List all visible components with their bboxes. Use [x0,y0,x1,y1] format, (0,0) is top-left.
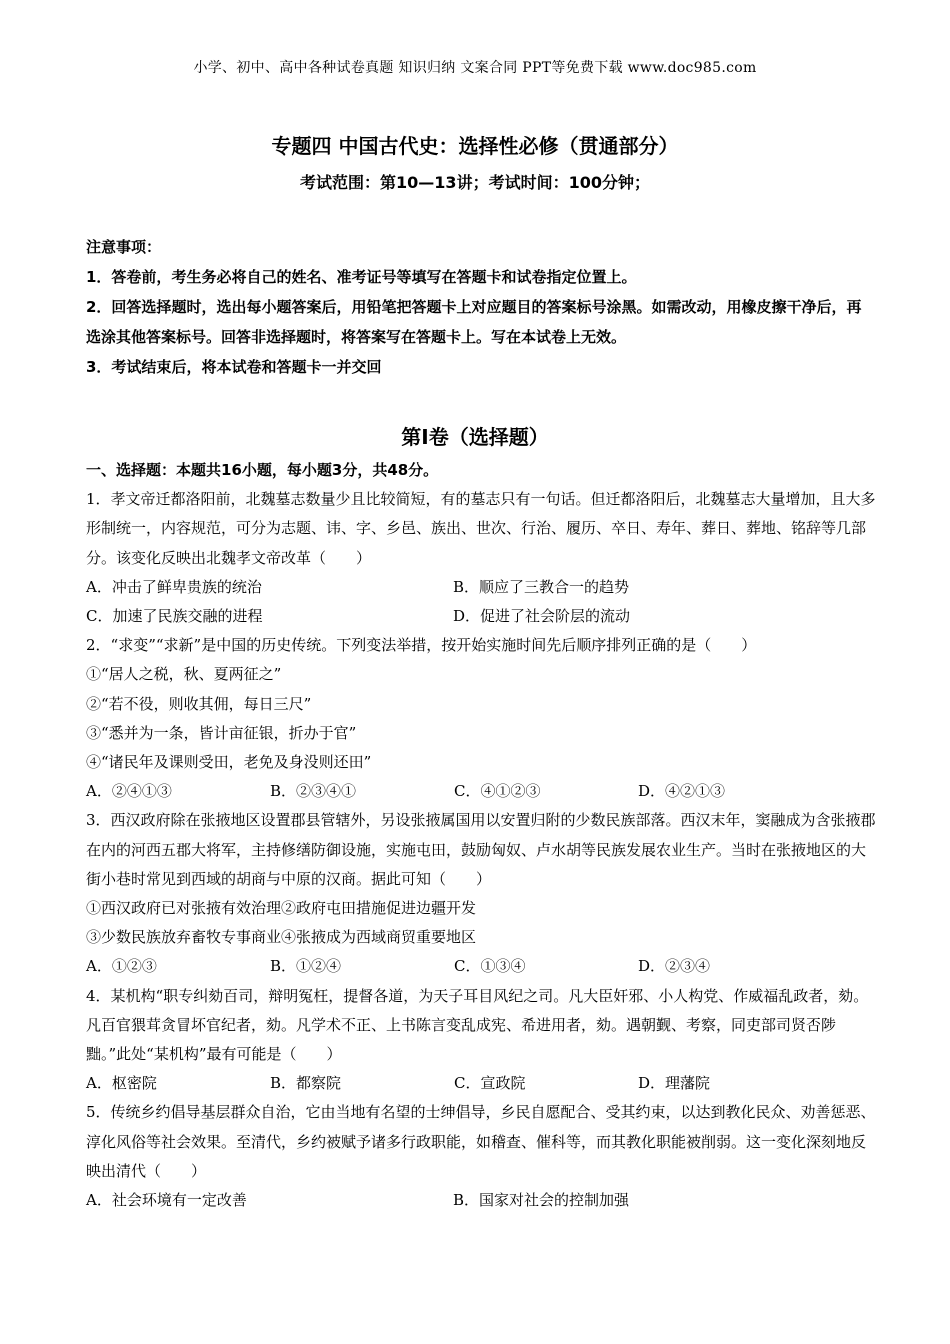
question-stem: 1．孝文帝迁都洛阳前，北魏墓志数量少且比较简短，有的墓志只有一句话。但迁都洛阳后，北魏墓志大量增加，且大多形制统一，内容规范，可分为志题、讳、字、乡邑、族出、世次、行治、履历、卒日、寿年、葬日、葬地、铭辞等几部分。该变化反映出北魏孝文帝改革（ ） [86,490,876,567]
option: A．②④①③ [86,782,172,801]
option: C．①③④ [454,957,526,976]
option: D．促进了社会阶层的流动 [453,607,631,626]
option: B．①②④ [270,957,342,976]
questions-content [86,456,876,1215]
options-group [86,952,876,981]
statement-line: ③“悉并为一条，皆计亩征银，折办于官” [86,723,357,742]
option: C．④①②③ [454,782,541,801]
option: B．国家对社会的控制加强 [453,1191,630,1210]
question-stem: 3．西汉政府除在张掖地区设置郡县管辖外，另设张掖属国用以安置归附的少数民族部落。西汉末年，窦融成为含张掖郡在内的河西五郡大将军，主持修缮防御设施，实施屯田，鼓励匈奴、卢水胡等民族发展农业生产。当时在张掖地区的大街小巷时常见到西域的胡商与中原的汉商。据此可知（ ） [86,811,876,888]
notes-heading: 注意事项： [86,238,162,256]
option: A．①②③ [86,957,157,976]
note-item-3: 3．考试结束后，将本试卷和答题卡一并交回 [86,358,382,376]
statement-line: ②“若不役，则收其佣，每日三尺” [86,694,312,713]
option: C．加速了民族交融的进程 [86,607,263,626]
part-heading: 一、选择题：本题共16小题，每小题3分，共48分。 [86,461,439,479]
option: B．顺应了三教合一的趋势 [453,577,630,596]
option: C．宣政院 [454,1074,526,1093]
statement-line: ③少数民族放弃畜牧专事商业④张掖成为西域商贸重要地区 [86,928,477,947]
exam-title: 专题四 中国古代史：选择性必修（贯通部分） [271,134,679,158]
statement-line: ①西汉政府已对张掖有效治理②政府屯田措施促进边疆开发 [86,899,477,918]
statement-line: ④“诸民年及课则受田，老免及身没则还田” [86,753,372,772]
question-stem: 2．“求变”“求新”是中国的历史传统。下列变法举措，按开始实施时间先后顺序排列正确的是（ ） [86,636,757,655]
question-stem: 4．某机构“职专纠劾百司，辩明冤枉，提督各道，为天子耳目风纪之司。凡大臣奸邪、小人构党、作威福乱政者，劾。凡百官猥茸贪冒坏官纪者，劾。凡学术不正、上书陈言变乱成宪、希进用者，劾。遇朝觐、考察，同吏部司贤否陟黜。”此处“某机构”最有可能是（ ） [86,986,869,1064]
option: A．冲击了鲜卑贵族的统治 [86,577,262,596]
option: D．理藩院 [638,1074,711,1093]
question-stem: 5．传统乡约倡导基层群众自治，它由当地有名望的士绅倡导，乡民自愿配合、受其约束，以达到教化民众、劝善惩恶、淳化风俗等社会效果。至清代，乡约被赋予诸多行政职能，如稽查、催科等，而其教化职能被削弱。这一变化深刻地反映出清代（ ） [86,1103,876,1180]
options-group [86,1069,876,1098]
page-header: 小学、初中、高中各种试卷真题 知识归纳 文案合同 PPT等免费下载 www.doc985.com [193,60,757,76]
options-group [86,777,876,806]
option: D．②③④ [638,957,711,976]
option: B．都察院 [270,1074,342,1093]
note-item-2: 2．回答选择题时，选出每小题答案后，用铅笔把答题卡上对应题目的答案标号涂黑。如需改动，用橡皮擦干净后，再选涂其他答案标号。回答非选择题时，将答案写在答题卡上。写在本试卷上无效。 [86,298,862,346]
options-group [86,573,876,631]
exam-subtitle: 考试范围：第10—13讲；考试时间：100分钟； [300,173,650,192]
option: A．社会环境有一定改善 [86,1191,247,1210]
notes-block [86,232,876,382]
note-item-1: 1．答卷前，考生务必将自己的姓名、准考证号等填写在答题卡和试卷指定位置上。 [86,268,637,286]
option: B．②③④① [270,782,357,801]
statement-line: ①“居人之税，秋、夏两征之” [86,665,282,684]
options-group [86,1186,876,1215]
section-title: 第I卷（选择题） [401,425,549,449]
option: A．枢密院 [86,1074,157,1093]
option: D．④②①③ [638,782,726,801]
